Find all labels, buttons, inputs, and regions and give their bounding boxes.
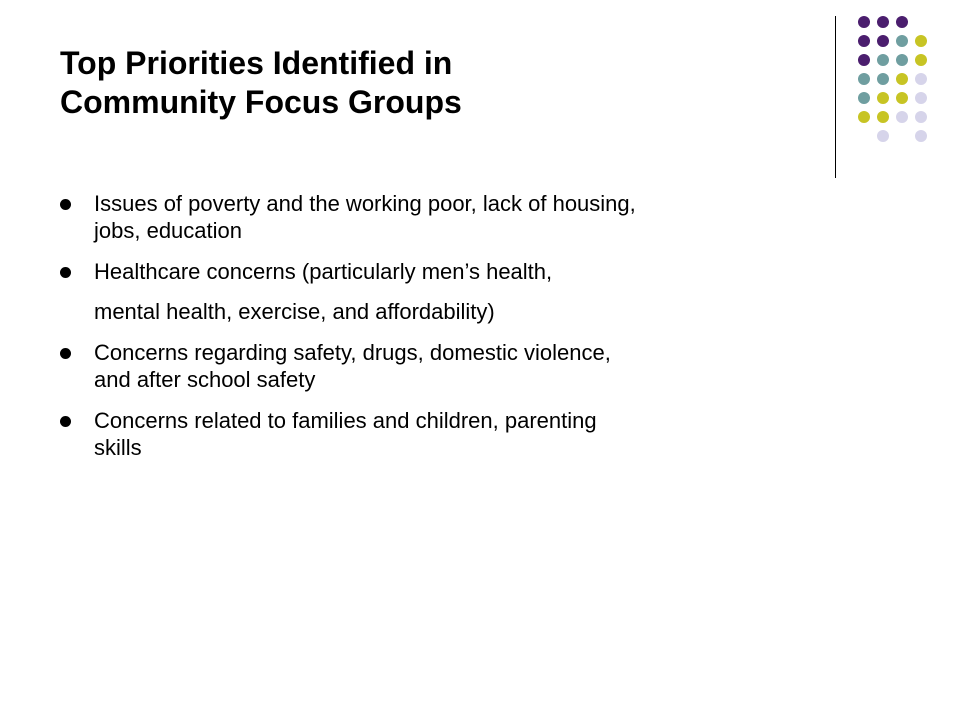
dot-lavender: [896, 111, 908, 123]
bullet-line: and after school safety: [94, 367, 316, 392]
dot-teal: [877, 73, 889, 85]
bullet-line: Concerns regarding safety, drugs, domestic violence,: [94, 340, 611, 365]
bullet-dot-icon: [60, 416, 71, 427]
bullet-item: [60, 407, 900, 461]
bullet-line: Issues of poverty and the working poor, lack of housing,: [94, 191, 636, 216]
dot-lavender: [877, 130, 889, 142]
dot-lavender: [915, 130, 927, 142]
dot-purple: [877, 35, 889, 47]
slide-title: [60, 44, 760, 122]
bullet-dot-icon: [60, 267, 71, 278]
dot-teal: [877, 54, 889, 66]
bullet-line: Healthcare concerns (particularly men’s health,: [94, 259, 553, 284]
bullet-item: [60, 258, 900, 325]
dot-purple: [858, 16, 870, 28]
dot-olive: [896, 73, 908, 85]
dot-purple: [858, 35, 870, 47]
dot-purple: [877, 16, 889, 28]
title-divider: [835, 16, 836, 178]
dot-purple: [858, 54, 870, 66]
dot-olive: [915, 35, 927, 47]
dot-lavender: [915, 111, 927, 123]
bullet-item: [60, 190, 900, 244]
dot-teal: [858, 92, 870, 104]
dot-olive: [877, 111, 889, 123]
dot-lavender: [915, 92, 927, 104]
dot-purple: [896, 16, 908, 28]
bullet-dot-icon: [60, 348, 71, 359]
bullet-line: mental health, exercise, and affordability): [94, 299, 495, 324]
dot-olive: [858, 111, 870, 123]
dot-lavender: [915, 73, 927, 85]
slide-title-line-2: Community Focus Groups: [60, 84, 462, 120]
dot-olive: [877, 92, 889, 104]
bullet-dot-icon: [60, 199, 71, 210]
bullet-line: Concerns related to families and children, parenting: [94, 408, 597, 433]
dot-teal: [896, 54, 908, 66]
dot-teal: [858, 73, 870, 85]
dot-teal: [896, 35, 908, 47]
slide-title-line-1: Top Priorities Identified in: [60, 45, 453, 81]
dot-olive: [915, 54, 927, 66]
bullet-item: [60, 339, 900, 393]
dot-olive: [896, 92, 908, 104]
bullet-list: [60, 190, 900, 475]
bullet-line: skills: [94, 435, 142, 460]
bullet-line: jobs, education: [94, 218, 242, 243]
